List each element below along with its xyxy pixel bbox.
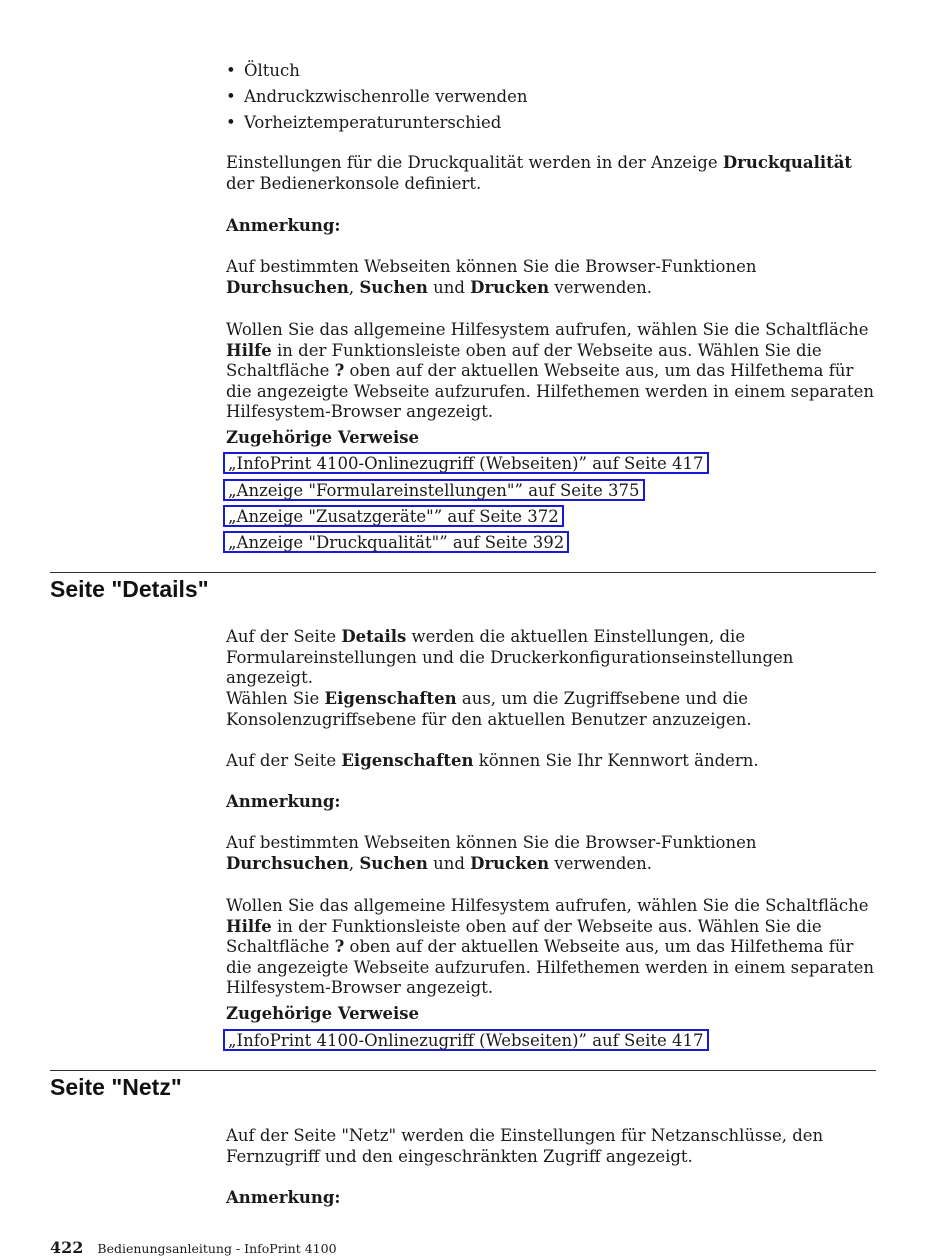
bullet-item: • Öltuch xyxy=(226,60,528,86)
section-heading-details: Seite "Details" xyxy=(50,576,209,602)
bullet-item: • Andruckzwischenrolle verwenden xyxy=(226,86,528,112)
note-label: Anmerkung: xyxy=(226,1188,341,1207)
network-paragraph: Auf der Seite "Netz" werden die Einstellungen für Netzanschlüsse, den Fernzugriff und den eingeschränkten Zugriff angezeigt. xyxy=(226,1126,824,1166)
section-divider xyxy=(50,572,876,573)
reference-link-print-quality[interactable]: „Anzeige "Druckqualität"” auf Seite 392 xyxy=(223,531,569,553)
help-system-paragraph: Wollen Sie das allgemeine Hilfesystem aufrufen, wählen Sie die Schaltfläche Hilfe in der Funktionsleiste oben auf der Webseite aus. Wählen Sie die Schaltfläche ? oben auf der aktuellen Webseite aus, um das Hilfethema für die angezeigte Webseite aufzurufen. Hilfethemen werden in einem separaten Hilfesystem-Browser angezeigt. xyxy=(226,896,875,997)
browser-functions-paragraph: Auf bestimmten Webseiten können Sie die Browser-Funktionen Durchsuchen, Suchen und Drucken verwenden. xyxy=(226,257,757,297)
document-title: Bedienungsanleitung - InfoPrint 4100 xyxy=(97,1241,337,1256)
details-paragraph: Auf der Seite Details werden die aktuellen Einstellungen, die Formulareinstellungen und die Druckerkonfigurationseinstellungen angezeigt. xyxy=(226,627,794,687)
bullet-item: • Vorheiztemperaturunterschied xyxy=(226,112,528,138)
password-paragraph: Auf der Seite Eigenschaften können Sie Ihr Kennwort ändern. xyxy=(226,751,759,770)
section-heading-network: Seite "Netz" xyxy=(50,1074,182,1100)
properties-paragraph: Wählen Sie Eigenschaften aus, um die Zugriffsebene und die Konsolenzugriffsebene für den aktuellen Benutzer anzuzeigen. xyxy=(226,689,752,729)
print-quality-paragraph: Einstellungen für die Druckqualität werden in der Anzeige Druckqualität der Bedienerkonsole definiert. xyxy=(226,153,853,193)
reference-link-accessories[interactable]: „Anzeige "Zusatzgeräte"” auf Seite 372 xyxy=(223,505,564,527)
page-footer xyxy=(50,1238,337,1257)
reference-link-online-access[interactable]: „InfoPrint 4100-Onlinezugriff (Webseiten)” auf Seite 417 xyxy=(223,1029,709,1051)
reference-link-online-access[interactable]: „InfoPrint 4100-Onlinezugriff (Webseiten)” auf Seite 417 xyxy=(223,452,709,474)
related-references-title: Zugehörige Verweise xyxy=(226,428,420,447)
feature-bullet-list xyxy=(226,60,528,138)
help-system-paragraph: Wollen Sie das allgemeine Hilfesystem aufrufen, wählen Sie die Schaltfläche Hilfe in der Funktionsleiste oben auf der Webseite aus. Wählen Sie die Schaltfläche ? oben auf der aktuellen Webseite aus, um das Hilfethema für die angezeigte Webseite aufzurufen. Hilfethemen werden in einem separaten Hilfesystem-Browser angezeigt. xyxy=(226,320,875,421)
related-references-title: Zugehörige Verweise xyxy=(226,1004,420,1023)
note-label: Anmerkung: xyxy=(226,792,341,811)
page-number: 422 xyxy=(50,1238,84,1257)
note-label: Anmerkung: xyxy=(226,216,341,235)
reference-link-form-settings[interactable]: „Anzeige "Formulareinstellungen"” auf Seite 375 xyxy=(223,479,645,501)
browser-functions-paragraph: Auf bestimmten Webseiten können Sie die Browser-Funktionen Durchsuchen, Suchen und Drucken verwenden. xyxy=(226,833,757,873)
section-divider xyxy=(50,1070,876,1071)
